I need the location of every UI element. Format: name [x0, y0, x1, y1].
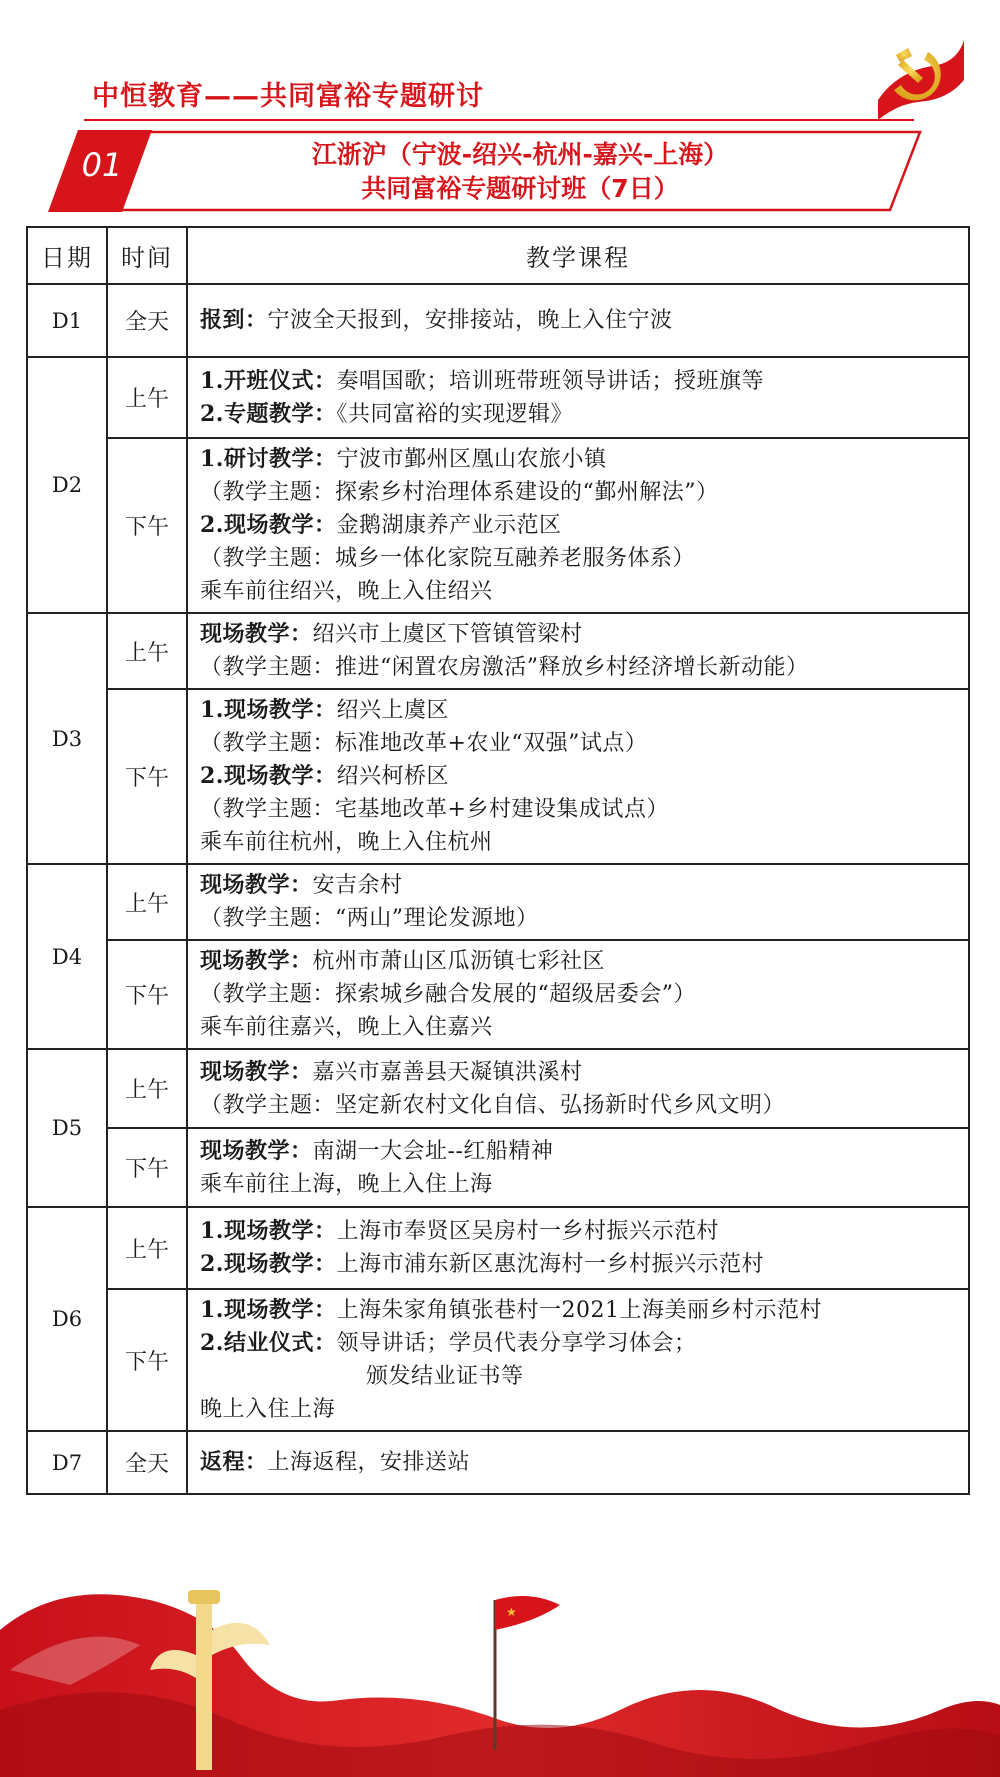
course-line: [200, 945, 958, 978]
course-text: 领导讲话；学员代表分享学习体会；: [336, 1331, 697, 1356]
course-line: [200, 476, 958, 509]
header-time: 时间: [107, 227, 187, 284]
course-line: [200, 826, 958, 859]
time-cell: 上午: [107, 613, 187, 689]
course-label: 现场教学：: [200, 872, 313, 898]
course-text: 颁发结业证书等: [366, 1364, 524, 1389]
course-text: 金鹅湖康养产业示范区: [336, 513, 562, 538]
course-cell: [187, 357, 969, 438]
time-cell: 下午: [107, 689, 187, 864]
time-cell: 上午: [107, 1049, 187, 1128]
course-label: 2.现场教学：: [200, 512, 337, 538]
course-cell: [187, 613, 969, 689]
course-line: [200, 1393, 958, 1426]
program-title: [140, 138, 900, 206]
course-line: [200, 694, 958, 727]
course-label: 返程：: [200, 1449, 268, 1475]
course-text: 安吉余村: [312, 873, 403, 898]
header-date: 日期: [27, 227, 107, 284]
course-line: [200, 575, 958, 608]
course-line: [200, 1215, 958, 1248]
course-label: 2.专题教学：: [200, 400, 337, 427]
brand-title: 中恒教育——共同富裕专题研讨: [92, 81, 484, 112]
course-cell: [187, 689, 969, 864]
party-emblem-icon: [868, 30, 968, 130]
header-course: 教学课程: [187, 227, 969, 284]
course-line: [200, 618, 958, 651]
day-cell: D1: [27, 284, 107, 357]
course-text: 南湖一大会址--红船精神: [312, 1138, 554, 1164]
day-cell: D2: [27, 357, 107, 613]
course-line: [200, 1327, 958, 1360]
time-cell: 下午: [107, 940, 187, 1049]
time-cell: 上午: [107, 1207, 187, 1289]
table-row: [27, 1128, 969, 1207]
course-line: [200, 1168, 958, 1201]
table-row: [27, 689, 969, 864]
course-line: [200, 1446, 958, 1479]
course-cell: [187, 864, 969, 940]
course-line: [200, 1056, 958, 1089]
time-cell: 全天: [107, 284, 187, 357]
course-text: 宁波市鄞州区凰山农旅小镇: [336, 447, 607, 472]
course-label: 1.开班仪式：: [200, 367, 337, 394]
program-title-line-1: 江浙沪（宁波-绍兴-杭州-嘉兴-上海）: [311, 140, 729, 169]
course-text: 绍兴上虞区: [336, 698, 449, 723]
course-text: 晚上入住上海: [200, 1397, 336, 1422]
table-row: [27, 1289, 969, 1431]
course-text: 嘉兴市嘉善县天凝镇洪溪村: [312, 1059, 583, 1085]
table-row: [27, 1431, 969, 1494]
course-line: [200, 398, 958, 431]
course-label: 1.研讨教学：: [200, 446, 337, 472]
time-cell: 下午: [107, 1289, 187, 1431]
brand-divider: [84, 119, 914, 121]
course-line: [200, 509, 958, 542]
program-title-line-2: 共同富裕专题研讨班（7日）: [361, 174, 679, 203]
course-text: 上海市浦东新区惠沈海村一乡村振兴示范村: [336, 1252, 764, 1277]
time-cell: 上午: [107, 357, 187, 438]
course-label: 1.现场教学：: [200, 697, 337, 723]
course-cell: [187, 1128, 969, 1207]
course-line: [200, 1248, 958, 1281]
course-line: [200, 978, 958, 1011]
course-text: 奏唱国歌；培训班带班领导讲话；授班旗等: [336, 368, 764, 394]
course-label: 现场教学：: [200, 948, 313, 974]
course-line: [200, 1360, 958, 1393]
course-line: [200, 443, 958, 476]
course-text: 绍兴柯桥区: [336, 764, 449, 789]
course-label: 1.现场教学：: [200, 1218, 337, 1244]
day-cell: D4: [27, 864, 107, 1049]
course-text: 上海市奉贤区吴房村一乡村振兴示范村: [336, 1219, 719, 1244]
course-text: （教学主题：探索城乡融合发展的“超级居委会”）: [200, 982, 696, 1007]
course-line: [200, 1294, 958, 1327]
course-line: [200, 869, 958, 902]
course-label: 2.现场教学：: [200, 763, 337, 789]
course-text: 绍兴市上虞区下管镇管梁村: [312, 622, 583, 647]
table-row: [27, 1207, 969, 1289]
table-row: [27, 613, 969, 689]
course-line: [200, 793, 958, 826]
table-row: [27, 357, 969, 438]
course-text: 乘车前往嘉兴，晚上入住嘉兴: [200, 1015, 493, 1040]
course-line: [200, 365, 958, 398]
course-text: （教学主题：探索乡村治理体系建设的“鄞州解法”）: [200, 480, 719, 505]
course-line: [200, 304, 958, 337]
time-cell: 下午: [107, 1128, 187, 1207]
svg-text:★: ★: [506, 1605, 517, 1619]
course-text: （教学主题：宅基地改革+乡村建设集成试点）: [200, 797, 669, 822]
course-cell: [187, 438, 969, 613]
course-text: 上海返程，安排送站: [267, 1450, 471, 1475]
course-line: [200, 727, 958, 760]
course-label: 现场教学：: [200, 1058, 313, 1085]
table-header-row: [27, 227, 969, 284]
course-line: [200, 1011, 958, 1044]
course-text: （教学主题：推进“闲置农房激活”释放乡村经济增长新动能）: [200, 655, 809, 680]
day-cell: D7: [27, 1431, 107, 1494]
day-cell: D6: [27, 1207, 107, 1431]
course-line: [200, 542, 958, 575]
course-label: 1.现场教学：: [200, 1297, 337, 1323]
course-label: 报到：: [200, 307, 268, 333]
table-row: [27, 864, 969, 940]
course-label: 现场教学：: [200, 1137, 313, 1164]
course-cell: [187, 284, 969, 357]
course-text: 宁波全天报到，安排接站，晚上入住宁波: [267, 308, 673, 333]
course-label: 现场教学：: [200, 621, 313, 647]
time-cell: 全天: [107, 1431, 187, 1494]
course-text: 《共同富裕的实现逻辑》: [336, 401, 573, 427]
course-line: [200, 760, 958, 793]
course-text: （教学主题：城乡一体化家院互融养老服务体系）: [200, 546, 696, 571]
course-cell: [187, 940, 969, 1049]
course-text: 乘车前往绍兴，晚上入住绍兴: [200, 579, 493, 604]
time-cell: 下午: [107, 438, 187, 613]
course-text: 上海朱家角镇张巷村一2021上海美丽乡村示范村: [336, 1298, 822, 1323]
course-line: [200, 651, 958, 684]
course-cell: [187, 1431, 969, 1494]
footer-flag-decoration: [0, 1560, 1000, 1777]
table-row: [27, 284, 969, 357]
course-cell: [187, 1049, 969, 1128]
course-text: （教学主题：标准地改革+农业“双强”试点）: [200, 731, 648, 756]
course-line: [200, 902, 958, 935]
course-text: 乘车前往杭州，晚上入住杭州: [200, 830, 493, 855]
table-row: [27, 438, 969, 613]
course-cell: [187, 1207, 969, 1289]
course-line: [200, 1089, 958, 1122]
time-cell: 上午: [107, 864, 187, 940]
course-line: [200, 1135, 958, 1168]
schedule-table: [26, 226, 970, 1495]
day-cell: D5: [27, 1049, 107, 1207]
course-text: 乘车前往上海，晚上入住上海: [200, 1171, 493, 1197]
course-label: 2.结业仪式：: [200, 1330, 337, 1356]
course-text: 杭州市萧山区瓜沥镇七彩社区: [312, 949, 606, 974]
day-cell: D3: [27, 613, 107, 864]
table-row: [27, 940, 969, 1049]
course-label: 2.现场教学：: [200, 1251, 337, 1277]
section-number: 01: [81, 146, 123, 184]
course-cell: [187, 1289, 969, 1431]
course-text: （教学主题：坚定新农村文化自信、弘扬新时代乡风文明）: [200, 1092, 786, 1118]
table-row: [27, 1049, 969, 1128]
course-text: （教学主题：“两山”理论发源地）: [200, 906, 539, 931]
